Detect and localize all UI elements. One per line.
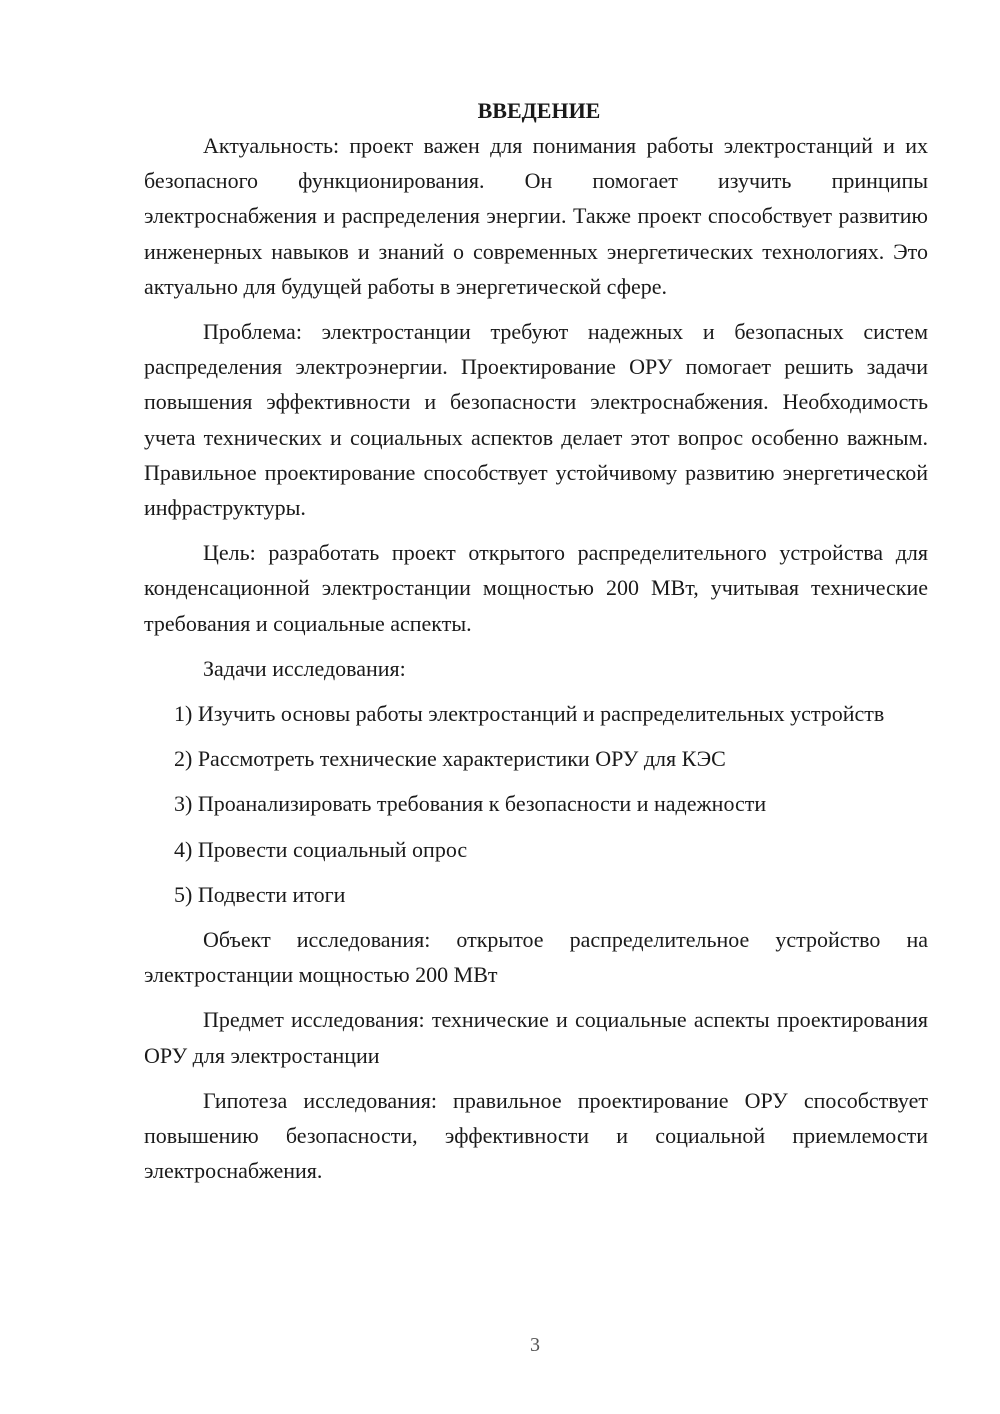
spacer (144, 304, 928, 314)
paragraph-object: Объект исследования: открытое распределительное устройство на электростанции мощностью 200 МВт (144, 927, 928, 988)
spacer (144, 525, 928, 535)
paragraph-hypothesis: Гипотеза исследования: правильное проектирование ОРУ способствует повышению безопасности, эффективности и социальной приемлемости электроснабжения. (144, 1087, 928, 1184)
spacer (144, 686, 928, 696)
task-item-1: 1) Изучить основы работы электростанций и распределительных устройств (174, 701, 885, 727)
spacer (144, 912, 928, 922)
document-title: ВВЕДЕНИЕ (477, 98, 601, 123)
paragraph-goal: Цель: разработать проект открытого распределительного устройства для конденсационной электростанции мощностью 200 МВт, учитывая технические требования и социальные аспекты. (144, 540, 928, 636)
task-item-5: 5) Подвести итоги (174, 881, 346, 907)
spacer (144, 822, 928, 832)
task-item-3: 3) Проанализировать требования к безопасности и надежности (174, 791, 767, 817)
paragraph-problem: Проблема: электростанции требуют надежных и безопасных систем распределения электроэнергии. Проектирование ОРУ помогает решить задачи повышения эффективности и безопасности электроснабжения. Необходимость учета технических и социальных аспектов делает этот вопрос особенно важным. Правильное проектирование способствует устойчивому развитию энергетической инфраструктуры. (144, 319, 928, 521)
spacer (144, 641, 928, 651)
spacer (144, 992, 928, 1002)
paragraph-tasks-heading: Задачи исследования: (203, 655, 406, 681)
document-page (144, 93, 928, 1188)
task-item-2: 2) Рассмотреть технические характеристики ОРУ для КЭС (174, 746, 726, 772)
spacer (144, 731, 928, 741)
spacer (144, 776, 928, 786)
spacer (144, 867, 928, 877)
task-item-4: 4) Провести социальный опрос (174, 836, 468, 862)
spacer (144, 1073, 928, 1083)
paragraph-relevance: Актуальность: проект важен для понимания работы электростанций и их безопасного функционирования. Он помогает изучить принципы электроснабжения и распределения энергии. Также проект способствует развитию инженерных навыков и знаний о современных энергетических технологиях. Это актуально для будущей работы в энергетической сфере. (144, 133, 928, 299)
page-number: 3 (530, 1334, 540, 1356)
paragraph-subject: Предмет исследования: технические и социальные аспекты проектирования ОРУ для электростанции (144, 1007, 928, 1068)
